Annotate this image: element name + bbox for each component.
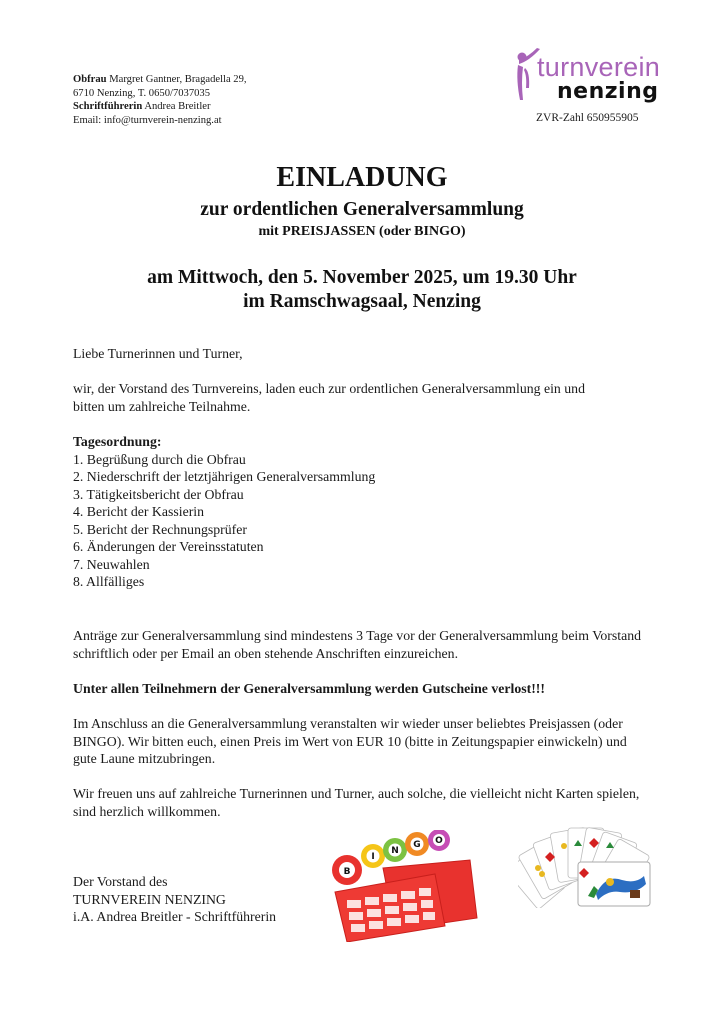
antraege-paragraph: Anträge zur Generalversammlung sind mindestens 3 Tage vor der Generalversammlung beim Vorstand schriftlich oder per Email an oben stehende Anschriften einzureichen. <box>73 628 642 661</box>
event-date: am Mittwoch, den 5. November 2025, um 19.30 Uhr <box>147 267 577 288</box>
agenda-item: 5. Bericht der Rechnungsprüfer <box>73 521 247 537</box>
signature: Der Vorstand des TURNVEREIN NENZING i.A. Andrea Breitler - Schriftführerin <box>73 874 277 924</box>
page-title: EINLADUNG <box>276 162 448 193</box>
subtitle-secondary: mit PREISJASSEN (oder BINGO) <box>258 224 466 239</box>
event-location: im Ramschwagsaal, Nenzing <box>243 291 481 312</box>
logo-word-turnverein: turnverein <box>537 52 661 82</box>
agenda-item: 7. Neuwahlen <box>73 556 150 572</box>
agenda-item: 1. Begrüßung durch die Obfrau <box>73 451 246 467</box>
bingo-letter: O <box>435 836 443 846</box>
anschluss-paragraph: Im Anschluss an die Generalversammlung veranstalten wir wieder unser beliebtes Preisjassen (oder BINGO). Wir bitten euch, einen Preis im Wert von EUR 10 (bitte in Zeitungspapier einwickeln) und gute Laune mitzubringen. <box>73 716 627 766</box>
zvr-number: ZVR-Zahl 650955905 <box>536 112 639 124</box>
raffle-notice: Unter allen Teilnehmern der Generalversammlung werden Gutscheine verlost!!! <box>73 681 545 696</box>
welcome-paragraph: Wir freuen uns auf zahlreiche Turnerinnen und Turner, auch solche, die vielleicht nicht Karten spielen, sind herzlich willkommen. <box>73 786 640 819</box>
bingo-letter: I <box>371 852 375 862</box>
contact-line: 6710 Nenzing, T. 0650/7037035 <box>73 87 211 99</box>
turnverein-logo <box>515 48 690 108</box>
agenda <box>73 433 683 591</box>
bingo-illustration <box>325 830 485 942</box>
agenda-item: 2. Niederschrift der letztjährigen Generalversammlung <box>73 469 376 484</box>
agenda-item: 6. Änderungen der Vereinsstatuten <box>73 539 264 554</box>
bingo-letter: B <box>343 867 351 877</box>
contact-line: Obfrau Margret Gantner, Bragadella 29, <box>73 74 247 85</box>
agenda-title: Tagesordnung: <box>73 434 162 449</box>
bingo-letter: G <box>413 840 421 850</box>
bingo-letter: N <box>391 846 399 856</box>
subtitle: zur ordentlichen Generalversammlung <box>200 199 524 220</box>
agenda-item: 3. Tätigkeitsbericht der Obfrau <box>73 486 244 502</box>
contact-line: Schriftführerin Andrea Breitler <box>73 101 211 112</box>
intro-paragraph: wir, der Vorstand des Turnvereins, laden euch zur ordentlichen Generalversammlung ein und bitten um zahlreiche Teilnahme. <box>73 381 585 414</box>
playing-cards-illustration <box>518 826 653 908</box>
agenda-item: 8. Allfälliges <box>73 574 145 589</box>
contact-block <box>73 73 247 127</box>
agenda-list <box>73 451 683 591</box>
greeting: Liebe Turnerinnen und Turner, <box>73 346 243 361</box>
agenda-item: 4. Bericht der Kassierin <box>73 504 205 519</box>
logo-word-nenzing: nenzing <box>557 79 659 104</box>
contact-email[interactable]: Email: info@turnverein-nenzing.at <box>73 114 222 126</box>
